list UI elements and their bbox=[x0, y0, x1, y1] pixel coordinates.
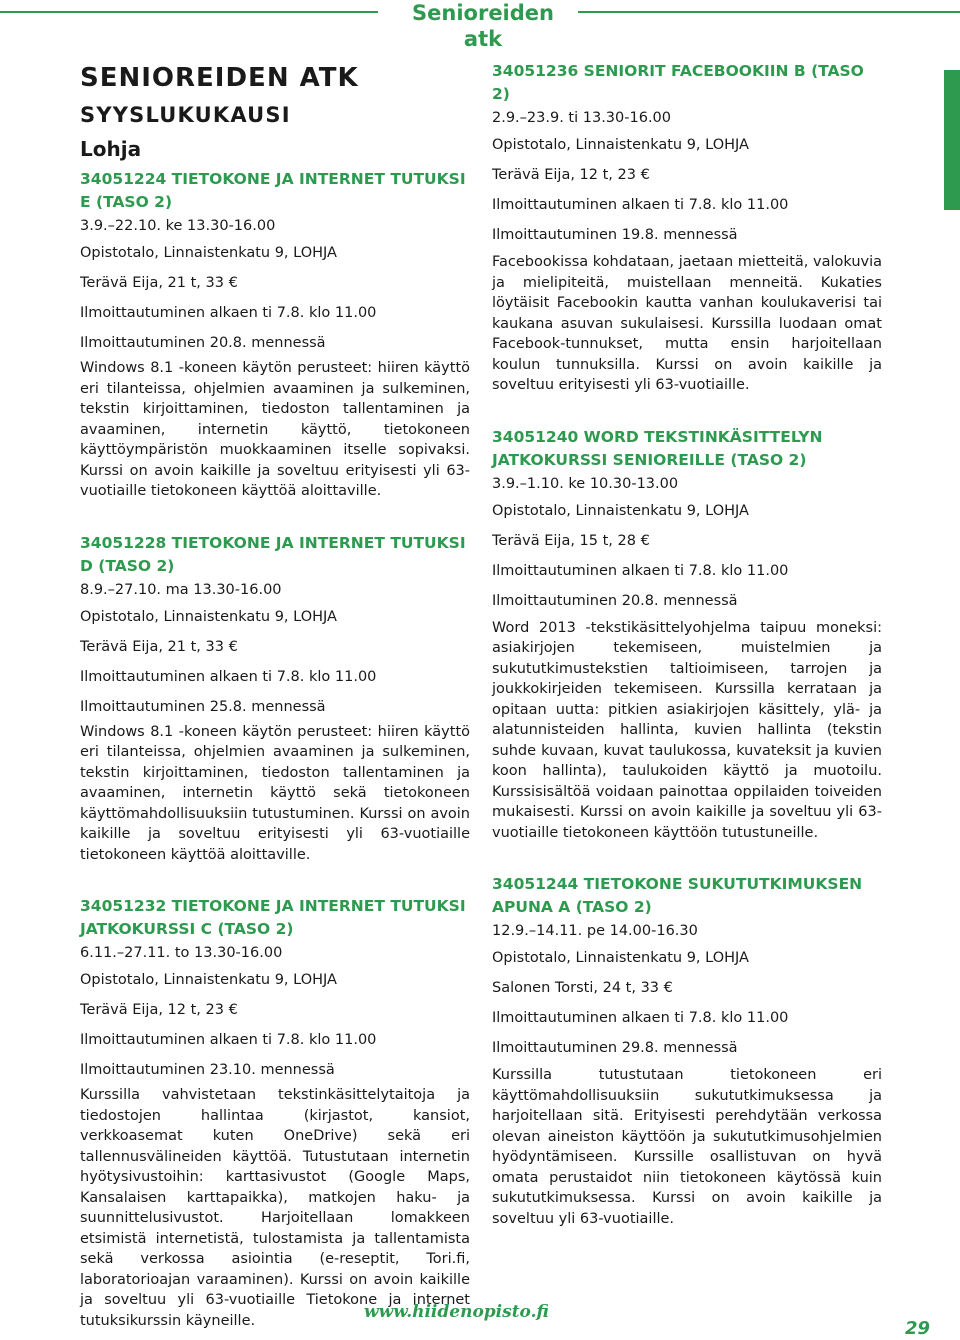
course-registration-start: Ilmoittautuminen alkaen ti 7.8. klo 11.00 bbox=[80, 668, 377, 685]
header-rule-right bbox=[578, 11, 960, 13]
course-registration-start: Ilmoittautuminen alkaen ti 7.8. klo 11.00 bbox=[492, 1010, 789, 1026]
course-description: Kurssilla tutustutaan tietokoneen eri käyttömahdollisuuksiin sukututkimuksessa ja harjoitellaan sitä. Erityisesti perehdytään verkossa olevan aineiston käyttöön ja sukututkimusohjelmien hyödyntämiseen. Kurssille osallistuvan on hyvä omata perustaidot niin tietokoneen käytössä kuin sukututkimuksessa. Kurssi on avoin kaikille ja soveltuu yli 63-vuotiaille. bbox=[492, 1067, 882, 1227]
course-dates: 8.9.–27.10. ma 13.30-16.00 bbox=[80, 581, 282, 598]
course-registration-start: Ilmoittautuminen alkaen ti 7.8. klo 11.00 bbox=[80, 305, 377, 321]
course-registration-start: Ilmoittautuminen alkaen ti 7.8. klo 11.00 bbox=[492, 197, 789, 213]
page-title: SENIOREIDEN ATK bbox=[80, 63, 359, 93]
header-rule-left bbox=[0, 11, 378, 13]
course-teacher-price: Terävä Eija, 21 t, 33 € bbox=[80, 638, 238, 655]
course-location: Opistotalo, Linnaistenkatu 9, LOHJA bbox=[492, 950, 749, 966]
course-teacher-price: Terävä Eija, 12 t, 23 € bbox=[492, 167, 650, 183]
course-teacher-price: Terävä Eija, 15 t, 28 € bbox=[492, 532, 650, 549]
section-tab-marker bbox=[944, 70, 960, 210]
course-registration-start: Ilmoittautuminen alkaen ti 7.8. klo 11.00 bbox=[492, 562, 789, 579]
course-entry bbox=[80, 895, 470, 1331]
course-location: Opistotalo, Linnaistenkatu 9, LOHJA bbox=[492, 137, 749, 153]
course-title: 34051236 SENIORIT FACEBOOKIIN B (TASO 2) bbox=[492, 62, 864, 103]
course-dates: 6.11.–27.11. to 13.30-16.00 bbox=[80, 945, 283, 961]
course-entry bbox=[492, 60, 882, 396]
course-location: Opistotalo, Linnaistenkatu 9, LOHJA bbox=[492, 502, 749, 519]
page-number: 29 bbox=[904, 1318, 930, 1339]
course-location: Opistotalo, Linnaistenkatu 9, LOHJA bbox=[80, 972, 337, 988]
location-heading: Lohja bbox=[80, 137, 142, 161]
course-description: Word 2013 -tekstikäsittelyohjelma taipuu moneksi: asiakirjojen tekemiseen, muistelmien ja sukututkimustekstien taltioimiseen, tarrojen ja joukkokirjeiden tekemiseen. Kurssilla kerrataan ja opitaan uutta: pitkien asiakirjojen käsittely, ylä- ja alatunnisteiden hallinta, kuvien hallinta (tekstin suhde kuvaan, kuvat taulukossa, kuvateksit ja kuvien koon hallinta), taulukoiden käyttö ja muotoilu. Kurssisisältöä voidaan painottaa oppilaiden toiveiden mukaisesti. Kurssi on avoin kaikille ja soveltuu yli 63-vuotiaille tietokoneen käyttöön tutustuneille. bbox=[492, 619, 882, 841]
running-header-title: Senioreiden atk bbox=[412, 1, 554, 51]
course-entry bbox=[492, 873, 882, 1229]
course-dates: 3.9.–22.10. ke 13.30-16.00 bbox=[80, 218, 276, 234]
course-location: Opistotalo, Linnaistenkatu 9, LOHJA bbox=[80, 608, 337, 625]
course-registration-end: Ilmoittautuminen 20.8. mennessä bbox=[80, 335, 326, 351]
course-dates: 3.9.–1.10. ke 10.30-13.00 bbox=[492, 475, 679, 492]
course-registration-end: Ilmoittautuminen 23.10. mennessä bbox=[80, 1062, 335, 1078]
course-title: 34051224 TIETOKONE JA INTERNET TUTUKSI E (TASO 2) bbox=[80, 170, 466, 211]
course-teacher-price: Salonen Torsti, 24 t, 33 € bbox=[492, 980, 673, 996]
course-description: Kurssilla vahvistetaan tekstinkäsittelytaitoja ja tiedostojen hallintaa (kirjastot, kansiot, verkkoasemat kuten OneDrive) sekä eri tallennusvälineiden käyttöä. Tutustutaan internetin hyötysivustoihin: karttasivustot (Google Maps, Kansalaisen karttapaikka), matkojen haku- ja suunnittelusivustot. Harjoitellaan lomakkeen etsimistä internetistä, tulostamista ja tallentamista sekä verkossa asiointia (e-reseptit, Tori.fi, laboratorioajan varaaminen). Kurssi on avoin kaikille ja soveltuu yli 63-vuotiaille Tietokone ja internet tutuksikurssin käyneille. bbox=[80, 1087, 470, 1329]
footer-website-link[interactable]: www.hiidenopisto.fi bbox=[364, 1302, 549, 1322]
course-dates: 12.9.–14.11. pe 14.00-16.30 bbox=[492, 923, 698, 939]
course-description: Facebookissa kohdataan, jaetaan mietteitä, valokuvia ja mielipiteitä, muistellaan menneitä. Kukaties löytäisit Facebookin kautta vanhan koulukaverisi tai kaukana asuvan sukulaisesi. Kurssilla luodaan omat Facebook-tunnukset, mutta ensin harjoitellaan koulun tunnuksilla. Kurssi on avoin kaikille ja soveltuu erityisesti yli 63-vuotiaille. bbox=[492, 254, 882, 393]
course-title: 34051240 WORD TEKSTINKÄSITTELYN JATKOKURSSI SENIOREILLE (TASO 2) bbox=[492, 427, 823, 469]
course-registration-end: Ilmoittautuminen 25.8. mennessä bbox=[80, 698, 326, 715]
left-column bbox=[80, 60, 470, 1331]
course-title: 34051244 TIETOKONE SUKUTUTKIMUKSEN APUNA A (TASO 2) bbox=[492, 875, 863, 916]
course-entry bbox=[80, 532, 470, 866]
course-dates: 2.9.–23.9. ti 13.30-16.00 bbox=[492, 110, 671, 126]
course-teacher-price: Terävä Eija, 21 t, 33 € bbox=[80, 275, 238, 291]
course-registration-end: Ilmoittautuminen 19.8. mennessä bbox=[492, 227, 738, 243]
course-description: Windows 8.1 -koneen käytön perusteet: hiiren käyttö eri tilanteissa, ohjelmien avaaminen ja sulkeminen, tekstin kirjoittaminen, tiedoston tallentaminen ja avaaminen, internetin käyttö, tietokoneen käyttöympäristön muokkaaminen itselle sopivaksi. Kurssi on avoin kaikille ja soveltuu erityisesti yli 63-vuotiaille tietokoneen käyttöä aloittaville. bbox=[80, 360, 470, 499]
course-teacher-price: Terävä Eija, 12 t, 23 € bbox=[80, 1002, 238, 1018]
course-location: Opistotalo, Linnaistenkatu 9, LOHJA bbox=[80, 245, 337, 261]
course-entry bbox=[492, 426, 882, 844]
course-title: 34051232 TIETOKONE JA INTERNET TUTUKSI JATKOKURSSI C (TASO 2) bbox=[80, 897, 466, 938]
course-description: Windows 8.1 -koneen käytön perusteet: hiiren käyttö eri tilanteissa, ohjelmien avaaminen ja sulkeminen, tekstin kirjoittaminen, tiedoston tallentaminen ja avaaminen, internetin käyttö sekä tietokoneen käyttömahdollisuuksiin tutustuminen. Kurssi on avoin kaikille ja soveltuu erityisesti yli 63-vuotiaille tietokoneen käyttöä aloittaville. bbox=[80, 723, 470, 863]
course-registration-end: Ilmoittautuminen 29.8. mennessä bbox=[492, 1040, 738, 1056]
right-column bbox=[492, 60, 882, 1229]
course-registration-start: Ilmoittautuminen alkaen ti 7.8. klo 11.00 bbox=[80, 1032, 377, 1048]
course-title: 34051228 TIETOKONE JA INTERNET TUTUKSI D (TASO 2) bbox=[80, 533, 466, 575]
course-registration-end: Ilmoittautuminen 20.8. mennessä bbox=[492, 592, 738, 609]
term-subtitle: SYYSLUKUKAUSI bbox=[80, 103, 291, 127]
course-entry bbox=[80, 168, 470, 502]
